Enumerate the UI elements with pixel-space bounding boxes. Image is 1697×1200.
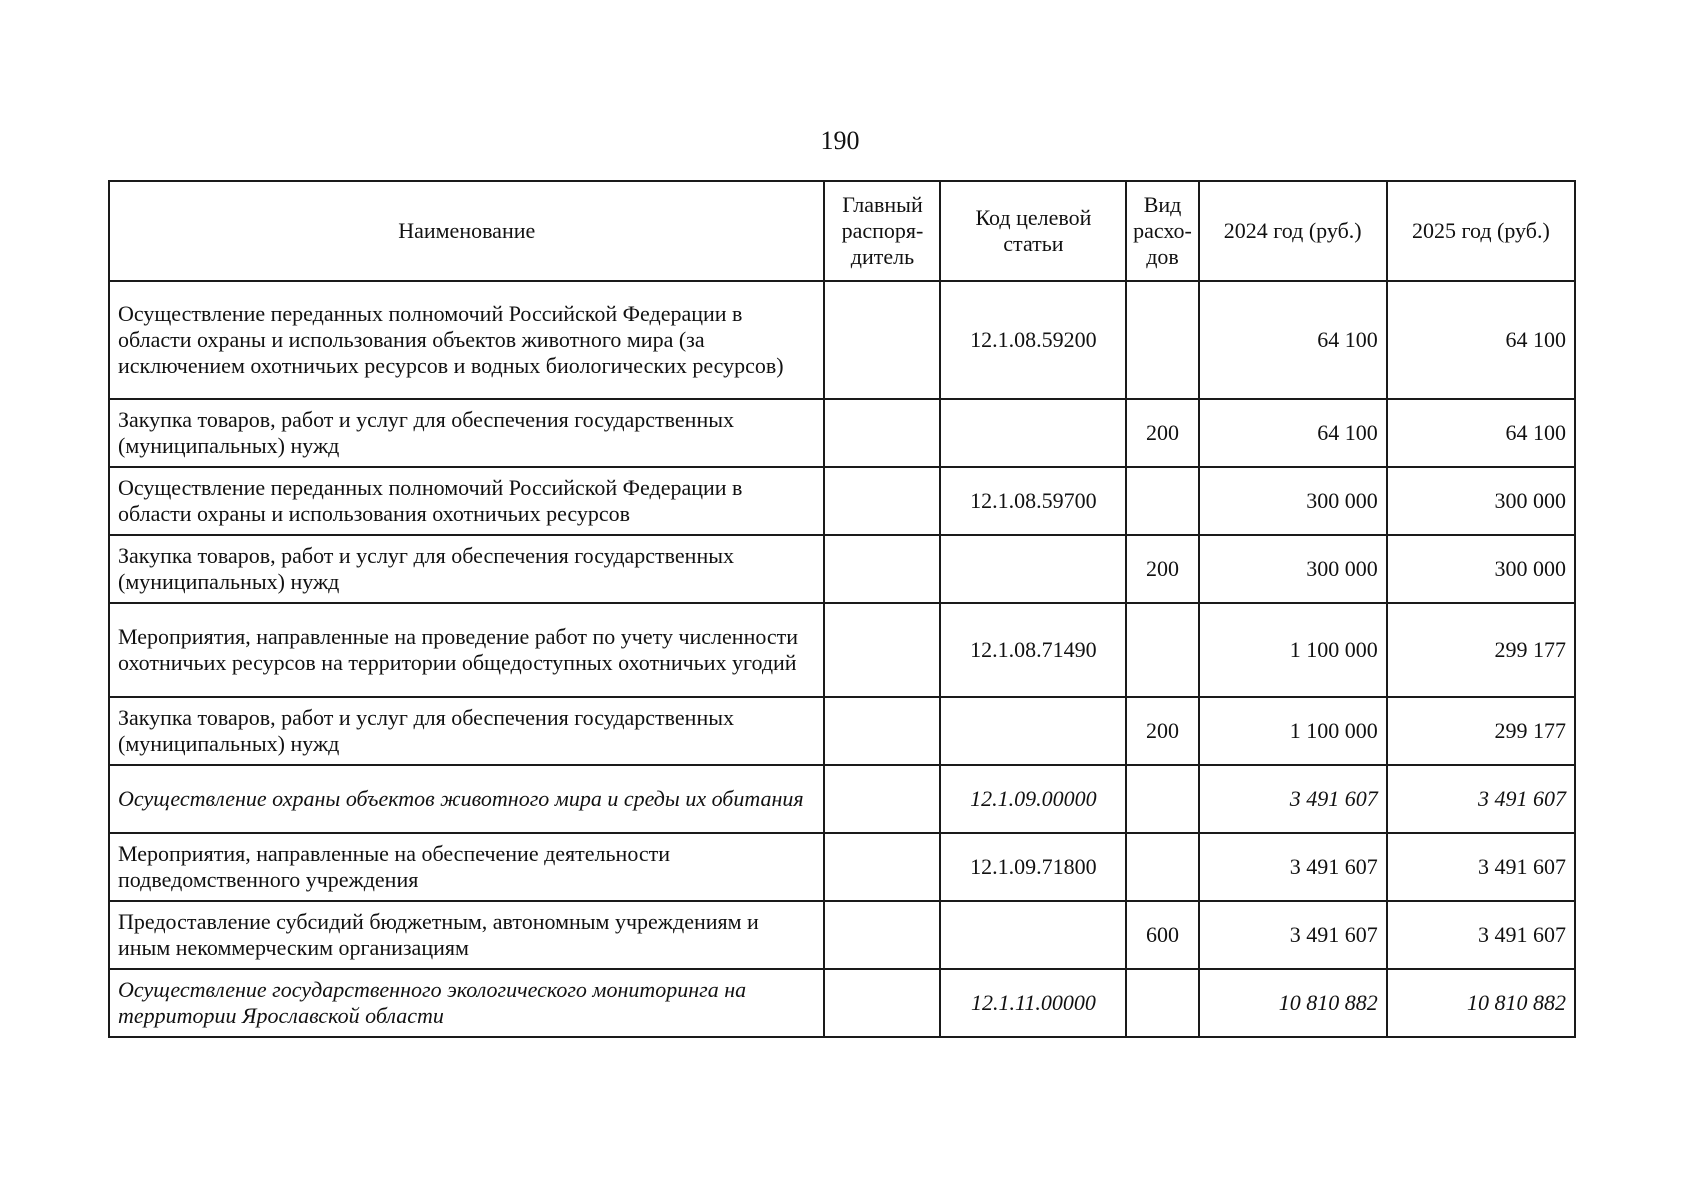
table-row bbox=[109, 535, 1575, 603]
row-amount-2025: 299 177 bbox=[1387, 697, 1575, 765]
row-expense-type: 600 bbox=[1126, 901, 1198, 969]
row-amount-2024: 10 810 882 bbox=[1199, 969, 1387, 1037]
row-target-code bbox=[940, 535, 1126, 603]
row-manager bbox=[824, 281, 940, 399]
row-amount-2024: 1 100 000 bbox=[1199, 697, 1387, 765]
row-expense-type: 200 bbox=[1126, 399, 1198, 467]
row-manager bbox=[824, 697, 940, 765]
header-year-2024: 2024 год (руб.) bbox=[1199, 181, 1387, 281]
row-manager bbox=[824, 603, 940, 697]
row-amount-2024: 64 100 bbox=[1199, 399, 1387, 467]
row-amount-2025: 300 000 bbox=[1387, 535, 1575, 603]
header-expense-type: Вид расхо-дов bbox=[1126, 181, 1198, 281]
row-name: Осуществление переданных полномочий Российской Федерации в области охраны и использования охотничьих ресурсов bbox=[109, 467, 824, 535]
row-amount-2025: 300 000 bbox=[1387, 467, 1575, 535]
row-target-code: 12.1.09.71800 bbox=[940, 833, 1126, 901]
row-name: Мероприятия, направленные на обеспечение деятельности подведомственного учреждения bbox=[109, 833, 824, 901]
page-number: 190 bbox=[820, 126, 860, 155]
row-amount-2024: 3 491 607 bbox=[1199, 833, 1387, 901]
row-amount-2024: 300 000 bbox=[1199, 467, 1387, 535]
row-amount-2024: 64 100 bbox=[1199, 281, 1387, 399]
budget-table bbox=[108, 180, 1576, 1038]
row-amount-2025: 64 100 bbox=[1387, 281, 1575, 399]
row-name: Закупка товаров, работ и услуг для обеспечения государственных (муниципальных) нужд bbox=[109, 697, 824, 765]
table-row bbox=[109, 603, 1575, 697]
row-expense-type: 200 bbox=[1126, 535, 1198, 603]
table-row bbox=[109, 697, 1575, 765]
row-name: Осуществление государственного экологического мониторинга на территории Ярославской области bbox=[109, 969, 824, 1037]
row-amount-2025: 64 100 bbox=[1387, 399, 1575, 467]
table-row bbox=[109, 765, 1575, 833]
row-target-code: 12.1.11.00000 bbox=[940, 969, 1126, 1037]
table-row bbox=[109, 281, 1575, 399]
row-manager bbox=[824, 535, 940, 603]
row-name: Осуществление переданных полномочий Российской Федерации в области охраны и использования объектов животного мира (за исключением охотничьих ресурсов и водных биологических ресурсов) bbox=[109, 281, 824, 399]
row-amount-2025: 3 491 607 bbox=[1387, 901, 1575, 969]
row-expense-type bbox=[1126, 603, 1198, 697]
header-name: Наименование bbox=[109, 181, 824, 281]
row-manager bbox=[824, 467, 940, 535]
row-amount-2025: 3 491 607 bbox=[1387, 765, 1575, 833]
row-expense-type bbox=[1126, 765, 1198, 833]
row-target-code bbox=[940, 901, 1126, 969]
row-target-code: 12.1.08.59200 bbox=[940, 281, 1126, 399]
table-row bbox=[109, 833, 1575, 901]
row-amount-2024: 1 100 000 bbox=[1199, 603, 1387, 697]
row-target-code: 12.1.08.71490 bbox=[940, 603, 1126, 697]
row-target-code bbox=[940, 399, 1126, 467]
row-target-code: 12.1.09.00000 bbox=[940, 765, 1126, 833]
table-row bbox=[109, 969, 1575, 1037]
table-row bbox=[109, 399, 1575, 467]
row-name: Осуществление охраны объектов животного мира и среды их обитания bbox=[109, 765, 824, 833]
row-amount-2024: 3 491 607 bbox=[1199, 901, 1387, 969]
row-amount-2024: 300 000 bbox=[1199, 535, 1387, 603]
row-amount-2025: 10 810 882 bbox=[1387, 969, 1575, 1037]
header-manager: Главный распоря-дитель bbox=[824, 181, 940, 281]
row-manager bbox=[824, 765, 940, 833]
row-manager bbox=[824, 901, 940, 969]
row-target-code: 12.1.08.59700 bbox=[940, 467, 1126, 535]
row-name: Предоставление субсидий бюджетным, автономным учреждениям и иным некоммерческим организациям bbox=[109, 901, 824, 969]
row-expense-type bbox=[1126, 281, 1198, 399]
row-amount-2025: 3 491 607 bbox=[1387, 833, 1575, 901]
row-manager bbox=[824, 399, 940, 467]
row-name: Мероприятия, направленные на проведение работ по учету численности охотничьих ресурсов на территории общедоступных охотничьих угодий bbox=[109, 603, 824, 697]
row-expense-type: 200 bbox=[1126, 697, 1198, 765]
row-manager bbox=[824, 969, 940, 1037]
row-expense-type bbox=[1126, 969, 1198, 1037]
row-expense-type bbox=[1126, 467, 1198, 535]
row-name: Закупка товаров, работ и услуг для обеспечения государственных (муниципальных) нужд bbox=[109, 535, 824, 603]
row-expense-type bbox=[1126, 833, 1198, 901]
row-name: Закупка товаров, работ и услуг для обеспечения государственных (муниципальных) нужд bbox=[109, 399, 824, 467]
row-manager bbox=[824, 833, 940, 901]
row-amount-2024: 3 491 607 bbox=[1199, 765, 1387, 833]
header-target-code: Код целевой статьи bbox=[940, 181, 1126, 281]
table-row bbox=[109, 467, 1575, 535]
table-row bbox=[109, 901, 1575, 969]
table-header-row bbox=[109, 181, 1575, 281]
row-amount-2025: 299 177 bbox=[1387, 603, 1575, 697]
header-year-2025: 2025 год (руб.) bbox=[1387, 181, 1575, 281]
row-target-code bbox=[940, 697, 1126, 765]
